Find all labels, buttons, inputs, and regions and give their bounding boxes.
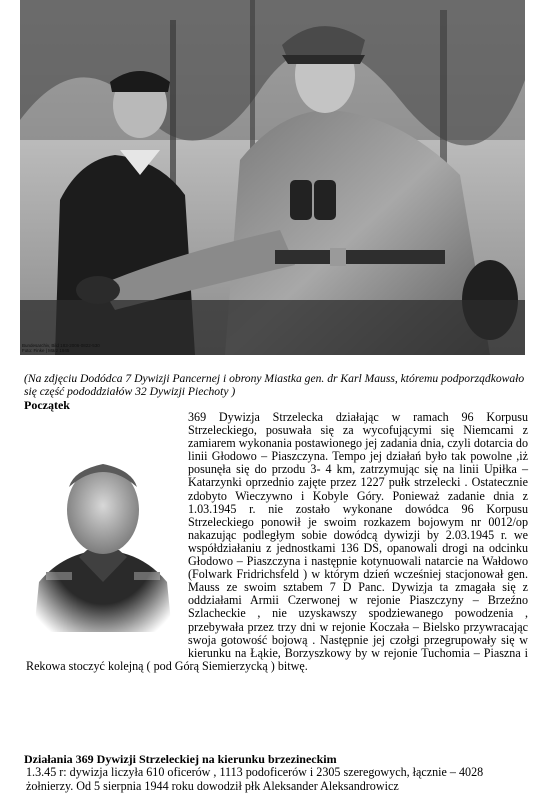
photo-credit (22, 343, 100, 353)
photo-caption: (Na zdjęciu Dodódca 7 Dywizji Pancernej i obrony Miastka gen. dr Karl Mauss, któremu podporządkowało się część pododdziałów 32 Dywizji Piechoty ) (24, 372, 525, 398)
section-body (26, 411, 528, 673)
section2-heading: Działania 369 Dywizji Strzeleckiej na kierunku brzezineckim (24, 752, 337, 766)
section2-body: 1.3.45 r: dywizja liczyła 610 oficerów , 1113 podoficerów i 2305 szeregowych, łącznie – 4028 żołnierzy. Od 5 sierpnia 1944 roku dowodził płk Aleksander Aleksandrowicz (26, 765, 484, 793)
photo-credit-line1: Bundesarchiv, Bild 183-2006-0822-530 (22, 343, 100, 348)
photo-credit-line2: Foto: Finke | März 1945 (22, 348, 70, 353)
section-heading: Początek (24, 398, 70, 412)
main-photo (20, 0, 525, 355)
photo-illustration (20, 0, 525, 355)
section-body-text: 369 Dywizja Strzelecka działając w ramach 96 Korpusu Strzeleckiego, posuwała się za wycofującymi się Niemcami z zamiarem wykonania postawionego jej zadania dnia, czyli dotarcia do linii Głodowo – Piaszczyna. Tempo jej działań było tak powolne ,iż posunęła się do przodu 3- 4 km, zatrzymując się na linii Upiłka – Katarzynki oprzednio zajęte przez 1227 pułk strzelecki . Ostatecznie zdobyto Wieczywno i Kobyle Góry. Ponieważ zadanie dnia z 1.03.1945 r. nie zostało wykonane dowódca 96 Korpusu Strzeleckiego ponowił je swoim rozkazem bojowym nr 0012/op nakazując podległym sobie dowódcą dywizji by 2.03.1945 r. we współdziałaniu z jednostkami 136 DS, opanowali drogi na odcinku Głodowo – Piaszczyna i następnie kotynuowali natarcie na Wałdowo (Folwark Fridrichsfeld ) w którym dzień wcześniej stacjonował gen. Mauss ze swoim sztabem 7 D Panc. Dywizja ta zmagała się z oddziałami Armii Czerwonej w rejonie Piaszczyny – Brzeźno Szlacheckie , nie uzyskawszy spodziewanego powodzenia , przebywała przez trzy dni w rejonie Koczała – Bielsko przywracając swoja gotowość bojową . Następnie jej czołgi przegrupowały się w kierunku na Łąkie, Borzyszkowy by w rejonie Tuchomia – Piaszna i Rekowa stoczyć kolejną ( pod Górą Siemierzycką ) bitwę. (26, 410, 528, 673)
